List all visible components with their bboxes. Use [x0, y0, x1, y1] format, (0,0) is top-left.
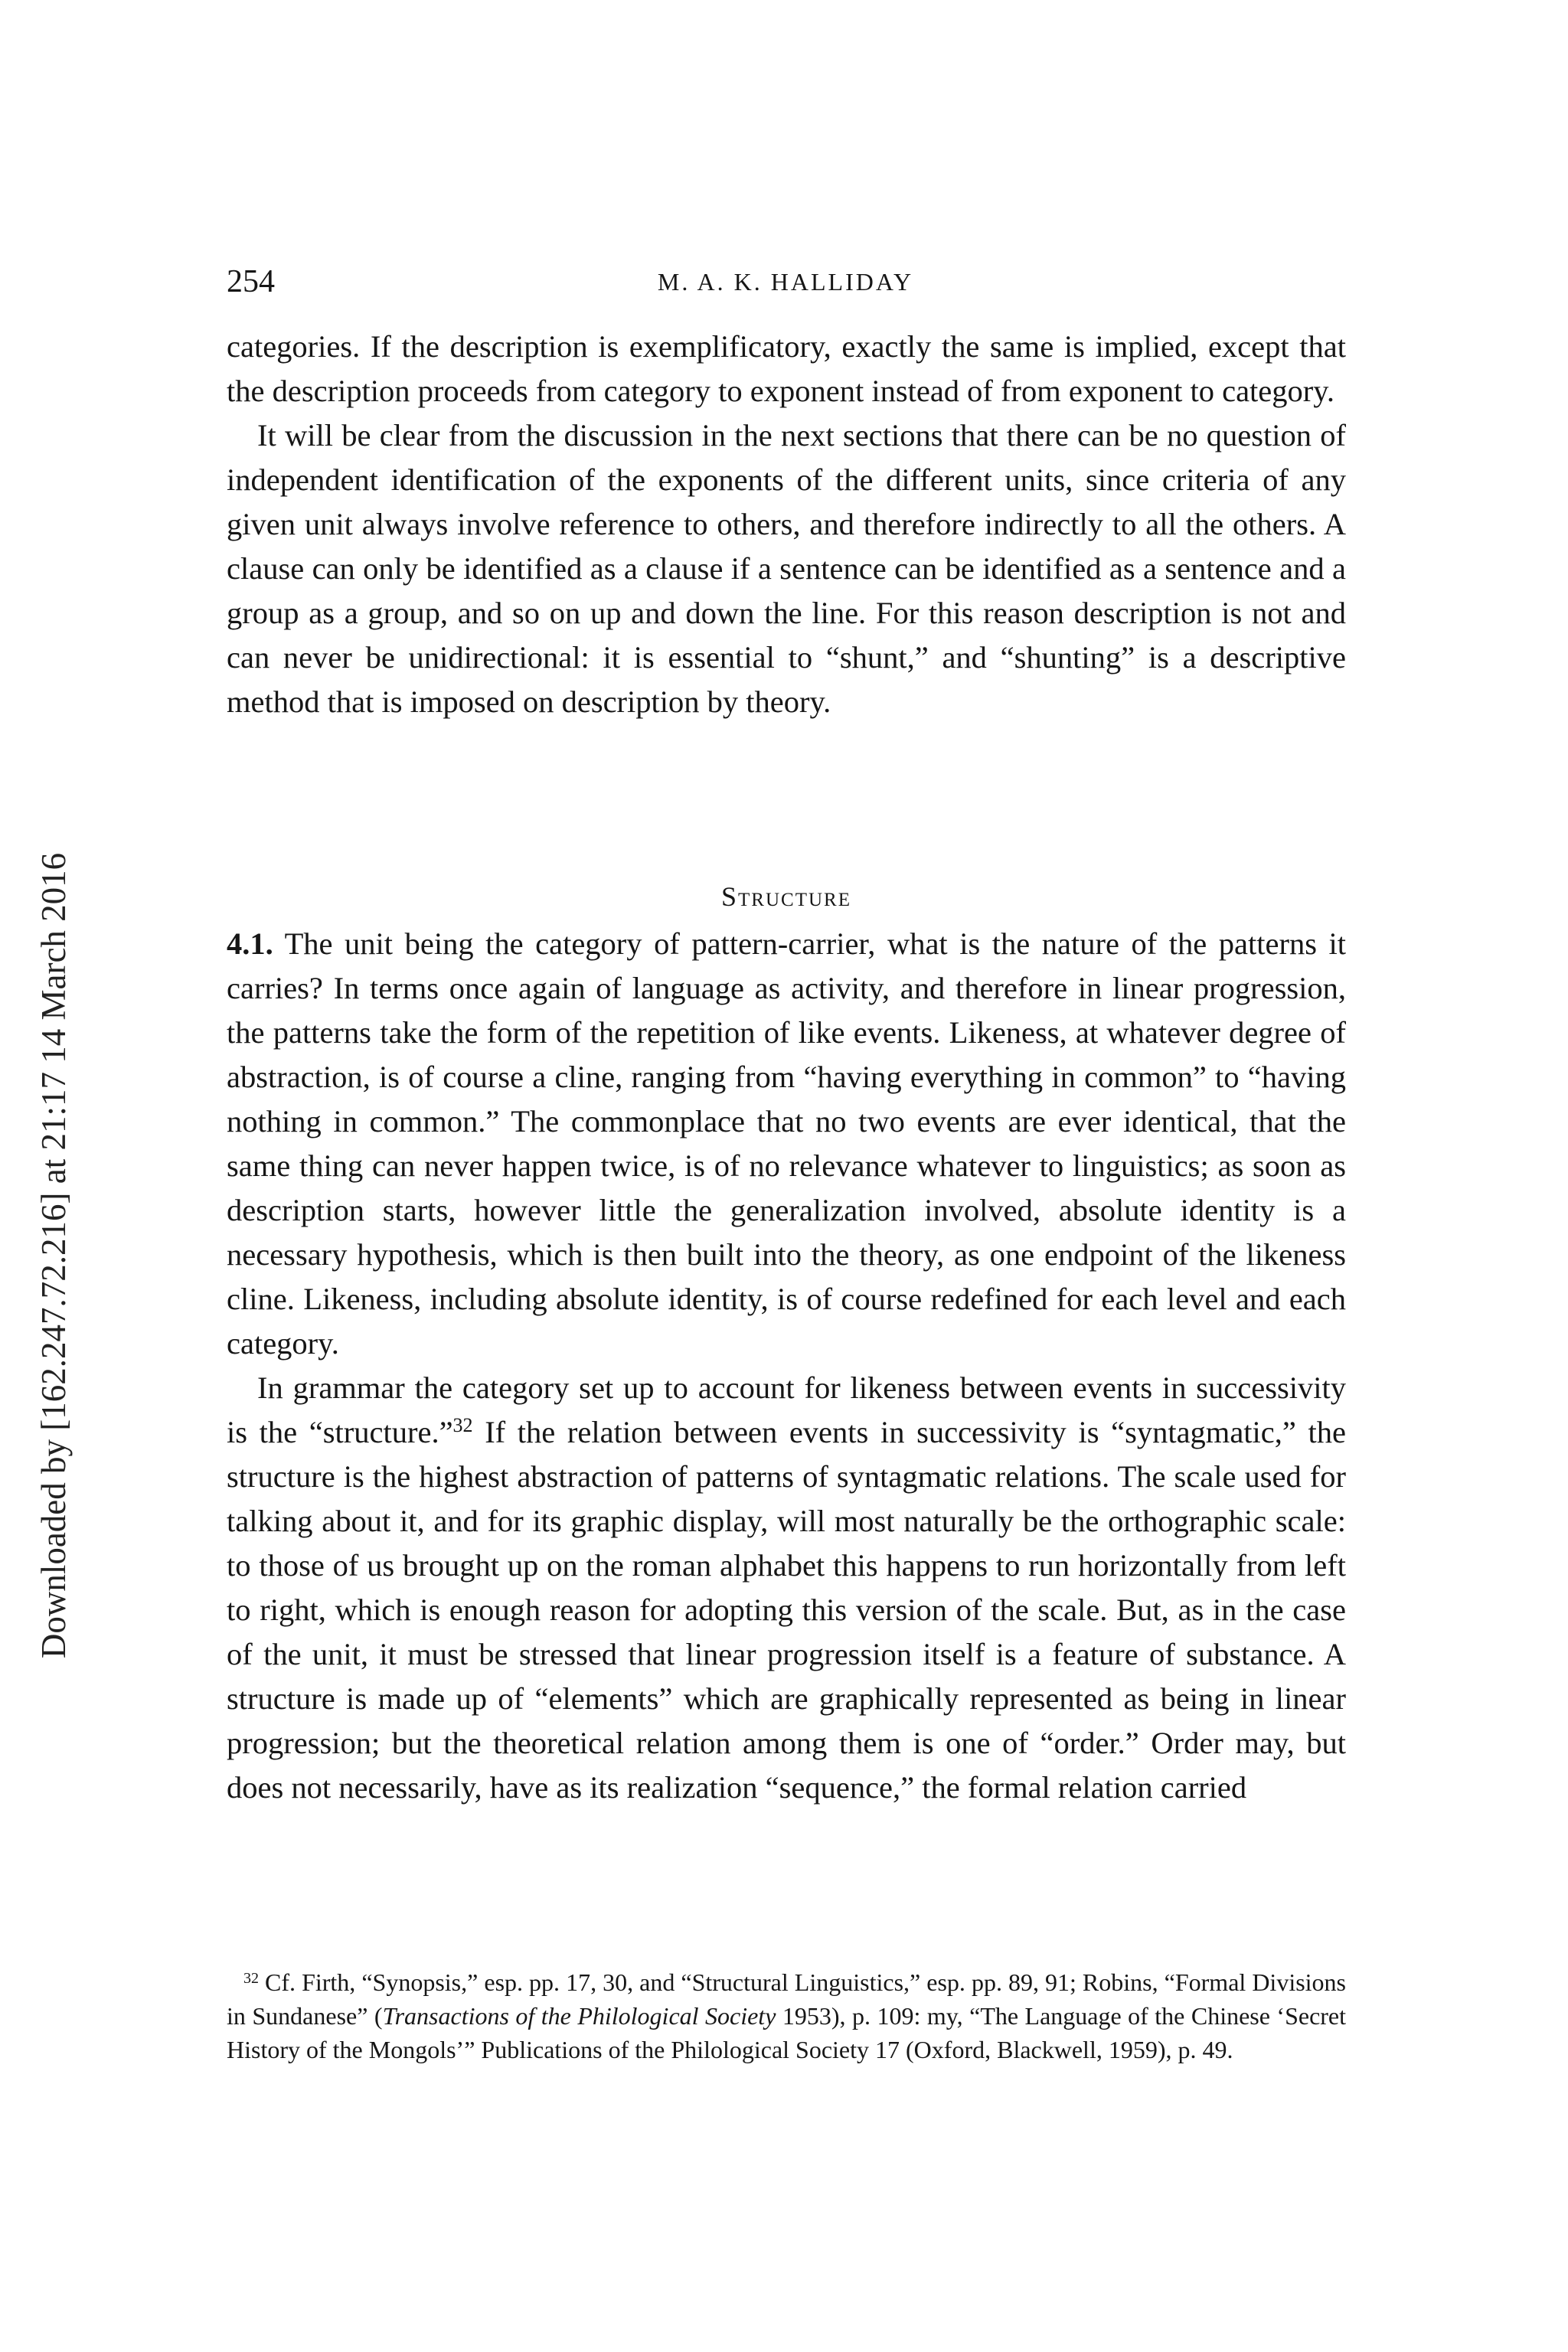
- paragraph-structure-text-a: In grammar the category set up to account for likeness between events in successivity is the “structure.”: [227, 1370, 1346, 1449]
- page-number: 254: [227, 264, 275, 299]
- paragraph-continued: categories. If the description is exemplificatory, exactly the same is implied, except that the description proceeds from category to exponent instead of from exponent to category.: [227, 329, 1346, 408]
- paragraph-number: 4.1.: [227, 926, 273, 961]
- footnote-reference: 32: [452, 1414, 473, 1436]
- paragraph-structure-text-b: If the relation between events in successivity is “syntagmatic,” the structure is the highest abstraction of patterns of syntagmatic relations. The scale used for talking about it, and for its graphic display, will most naturally be the orthographic scale: to those of us brought up on the roman alphabet this happens to run horizontally from left to right, which is enough reason for adopting this version of the scale. But, as in the case of the unit, it must be stressed that linear progression itself is a feature of substance. A structure is made up of “elements” which are graphically represented as being in linear progression; but the theoretical relation among them is one of “order.” Order may, but does not necessarily, have as its realization “sequence,” the formal relation carried: [227, 1415, 1346, 1805]
- section-heading-text: Structure: [721, 881, 851, 912]
- footnote-text-b: 1953), p. 109: my, “The Language of the Chinese ‘Secret History of the Mongols’” Publications of the Philological Society 17 (Oxford, Blackwell, 1959), p. 49.: [227, 2002, 1347, 2063]
- footnote-32: [227, 1965, 1346, 2066]
- footnote-number: 32: [243, 1970, 259, 1987]
- paragraph-4-1-text: The unit being the category of pattern-carrier, what is the nature of the patterns it carries? In terms once again of language as activity, and therefore in linear progression, the patterns take the form of the repetition of like events. Likeness, at whatever degree of abstraction, is of course a cline, ranging from “having everything in common” to “having nothing in common.” The commonplace that no two events are ever identical, that the same thing can never happen twice, is of no relevance whatever to linguistics; as soon as description starts, however little the generalization involved, absolute identity is a necessary hypothesis, which is then built into the theory, as one endpoint of the likeness cline. Likeness, including absolute identity, is of course redefined for each level and each category.: [227, 926, 1346, 1361]
- paragraph-structure: [227, 1366, 1346, 1810]
- footnote-text-a: Cf. Firth, “Synopsis,” esp. pp. 17, 30, and “Structural Linguistics,” esp. pp. 89, 91; Robins, “Formal Divisions in Sundanese” (: [227, 1968, 1346, 2030]
- download-watermark: Downloaded by [162.247.72.216] at 21:17 14 March 2016: [34, 852, 73, 1659]
- footnote-journal-title: Transactions of the Philological Society: [382, 2002, 776, 2030]
- body-text-structure: [227, 922, 1346, 1810]
- section-heading: [227, 874, 1346, 919]
- body-text-top: [227, 325, 1346, 724]
- paragraph-4-1: [227, 922, 1346, 1366]
- paragraph-shunting: It will be clear from the discussion in the next sections that there can be no question of independent identification of the exponents of the different units, since criteria of any given unit always involve reference to others, and therefore indirectly to all the others. A clause can only be identified as a clause if a sentence can be identified as a sentence and a group as a group, and so on up and down the line. For this reason description is not and can never be unidirectional: it is essential to “shunt,” and “shunting” is a descriptive method that is imposed on description by theory.: [227, 418, 1346, 719]
- running-title: M. A. K. HALLIDAY: [657, 268, 914, 296]
- footnotes: [227, 1965, 1346, 2066]
- running-head: [227, 259, 1344, 305]
